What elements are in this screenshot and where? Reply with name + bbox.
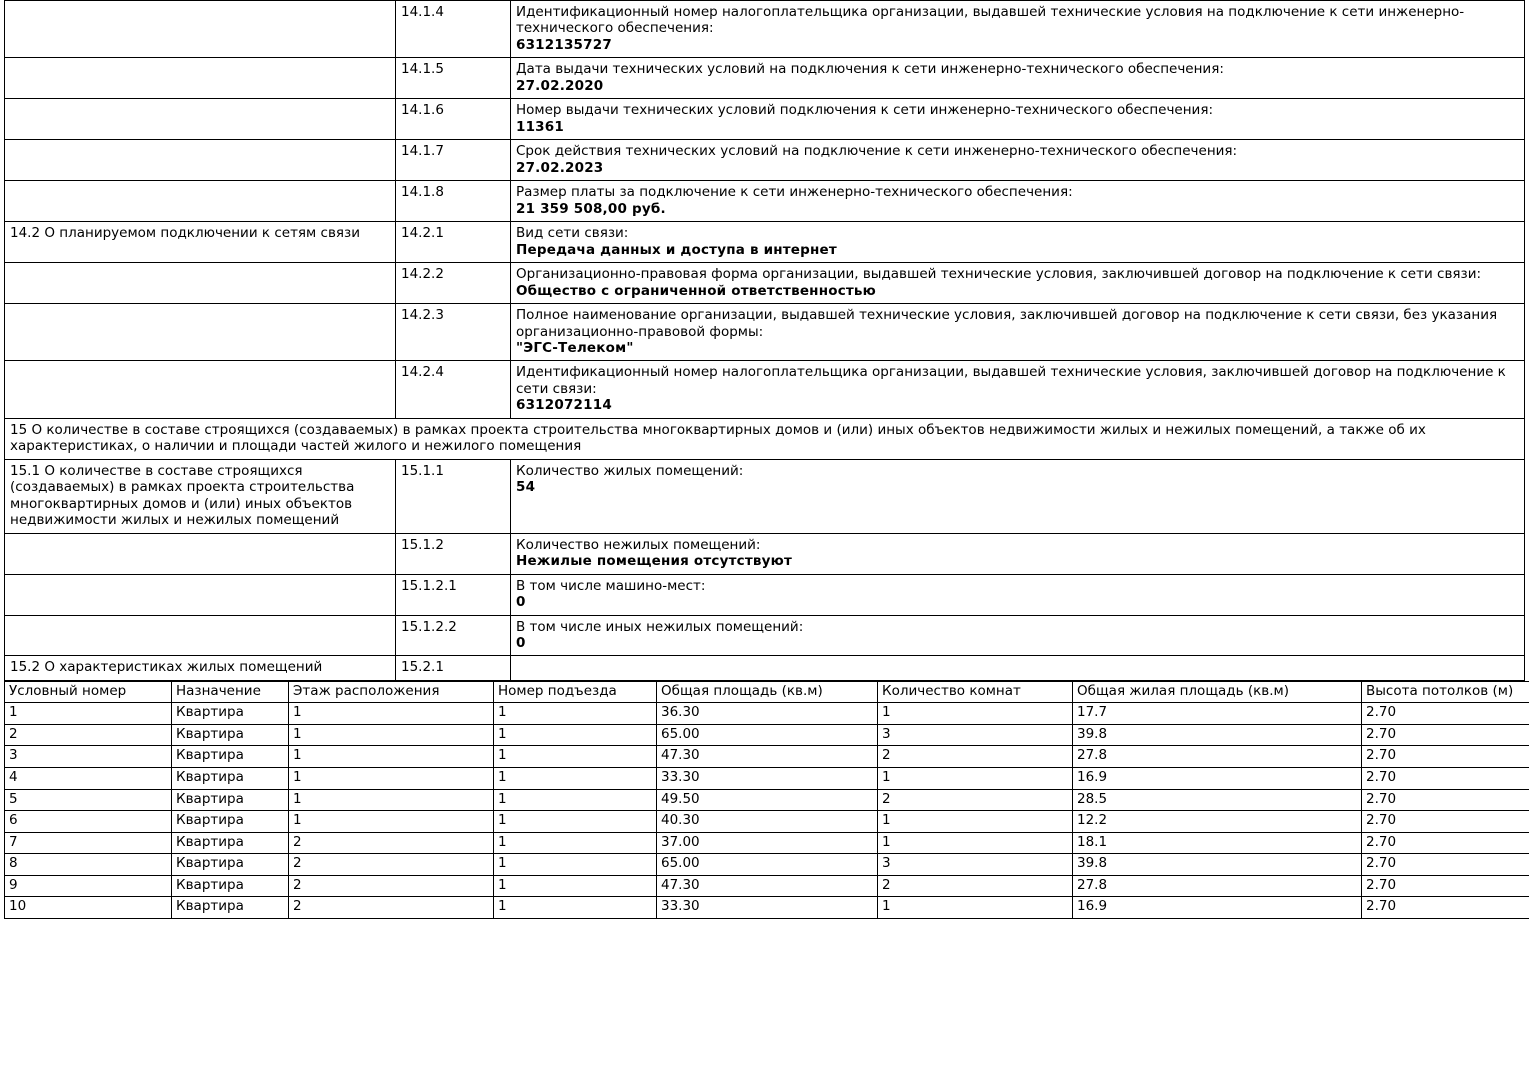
table-row: [5, 99, 1525, 140]
row-label: [5, 533, 396, 574]
row-value: [511, 222, 1525, 263]
table-row: [5, 361, 1525, 418]
row-number: 14.1.5: [396, 58, 511, 99]
column-header-conditional-number: Условный номер: [5, 681, 172, 703]
table-row: [5, 832, 1529, 854]
table-row: [5, 811, 1529, 833]
row-label: [5, 140, 396, 181]
row-number: 15.1.2: [396, 533, 511, 574]
row-number: 14.2.4: [396, 361, 511, 418]
row-label: 14.2 О планируемом подключении к сетям связи: [5, 222, 396, 263]
column-header-floor: Этаж расположения: [289, 681, 494, 703]
cell-ceiling-height: 2.70: [1362, 746, 1529, 768]
cell-purpose: Квартира: [172, 875, 289, 897]
cell-floor: 1: [289, 811, 494, 833]
cell-entrance: 1: [494, 811, 657, 833]
row-label: 15.1 О количестве в составе строящихся (создаваемых) в рамках проекта строительства многоквартирных домов и (или) иных объектов недвижимости жилых и нежилых помещений: [5, 459, 396, 533]
row-value: [511, 181, 1525, 222]
cell-ceiling-height: 2.70: [1362, 832, 1529, 854]
cell-purpose: Квартира: [172, 703, 289, 725]
cell-conditional-number: 7: [5, 832, 172, 854]
row-number: 15.1.2.1: [396, 574, 511, 615]
row-caption: Количество жилых помещений:: [516, 462, 744, 479]
cell-rooms: 1: [878, 897, 1073, 919]
row-caption: Размер платы за подключение к сети инженерно-технического обеспечения:: [516, 184, 1073, 201]
cell-entrance: 1: [494, 789, 657, 811]
cell-living-area: 27.8: [1073, 875, 1362, 897]
row-number: 14.2.3: [396, 304, 511, 361]
main-info-table: [4, 0, 1525, 681]
cell-rooms: 1: [878, 703, 1073, 725]
cell-total-area: 33.30: [657, 897, 878, 919]
cell-total-area: 49.50: [657, 789, 878, 811]
row-number: 15.1.1: [396, 459, 511, 533]
cell-entrance: 1: [494, 746, 657, 768]
row-data: 6312135727: [516, 36, 612, 53]
table-row: [5, 1, 1525, 58]
cell-total-area: 65.00: [657, 724, 878, 746]
row-caption: Дата выдачи технических условий на подключения к сети инженерно-технического обеспечения:: [516, 61, 1224, 78]
cell-entrance: 1: [494, 897, 657, 919]
cell-ceiling-height: 2.70: [1362, 897, 1529, 919]
cell-living-area: 16.9: [1073, 768, 1362, 790]
cell-rooms: 2: [878, 789, 1073, 811]
table-row: [5, 58, 1525, 99]
cell-entrance: 1: [494, 703, 657, 725]
row-number: 14.2.2: [396, 263, 511, 304]
row-caption: Номер выдачи технических условий подключения к сети инженерно-технического обеспечения:: [516, 102, 1213, 119]
table-row: [5, 854, 1529, 876]
row-caption: Вид сети связи:: [516, 225, 629, 242]
row-data: 21 359 508,00 руб.: [516, 200, 666, 217]
row-value: [511, 304, 1525, 361]
cell-ceiling-height: 2.70: [1362, 724, 1529, 746]
row-data: 27.02.2023: [516, 159, 604, 176]
cell-living-area: 39.8: [1073, 724, 1362, 746]
cell-entrance: 1: [494, 854, 657, 876]
cell-purpose: Квартира: [172, 832, 289, 854]
table-row: [5, 875, 1529, 897]
cell-ceiling-height: 2.70: [1362, 789, 1529, 811]
cell-rooms: 2: [878, 875, 1073, 897]
cell-ceiling-height: 2.70: [1362, 768, 1529, 790]
row-caption: Полное наименование организации, выдавшей технические условия, заключившей договор на подключение к сети связи, без указания организационно-правовой формы:: [516, 307, 1498, 340]
row-caption: Количество нежилых помещений:: [516, 536, 761, 553]
cell-floor: 1: [289, 703, 494, 725]
cell-floor: 2: [289, 854, 494, 876]
row-caption: В том числе иных нежилых помещений:: [516, 618, 804, 635]
cell-living-area: 27.8: [1073, 746, 1362, 768]
flats-table-header: [5, 681, 1529, 703]
section-15-title: 15 О количестве в составе строящихся (создаваемых) в рамках проекта строительства многоквартирных домов и (или) иных объектов недвижимости жилых и нежилых помещений, а также об их характеристиках, о наличии и площади частей жилого и нежилого помещения: [5, 418, 1525, 459]
cell-total-area: 65.00: [657, 854, 878, 876]
row-data: Нежилые помещения отсутствуют: [516, 553, 792, 570]
row-data: 0: [516, 594, 526, 611]
row-number: 14.1.7: [396, 140, 511, 181]
row-value: [511, 533, 1525, 574]
column-header-purpose: Назначение: [172, 681, 289, 703]
cell-conditional-number: 6: [5, 811, 172, 833]
row-number: 14.2.1: [396, 222, 511, 263]
cell-floor: 2: [289, 875, 494, 897]
cell-purpose: Квартира: [172, 854, 289, 876]
row-value: [511, 140, 1525, 181]
table-row: [5, 181, 1525, 222]
row-label: [5, 58, 396, 99]
row-number: 15.1.2.2: [396, 615, 511, 656]
row-value: [511, 656, 1525, 680]
cell-floor: 1: [289, 768, 494, 790]
column-header-total-area: Общая площадь (кв.м): [657, 681, 878, 703]
row-data: Общество с ограниченной ответственностью: [516, 282, 876, 299]
flats-table-body: [5, 703, 1529, 918]
cell-living-area: 17.7: [1073, 703, 1362, 725]
table-row: [5, 768, 1529, 790]
cell-rooms: 3: [878, 724, 1073, 746]
cell-conditional-number: 9: [5, 875, 172, 897]
cell-ceiling-height: 2.70: [1362, 875, 1529, 897]
row-value: [511, 615, 1525, 656]
cell-living-area: 39.8: [1073, 854, 1362, 876]
table-row: [5, 263, 1525, 304]
cell-rooms: 3: [878, 854, 1073, 876]
row-label: 15.2 О характеристиках жилых помещений: [5, 656, 396, 680]
column-header-rooms: Количество комнат: [878, 681, 1073, 703]
flats-table: [4, 681, 1529, 919]
row-number: 14.1.4: [396, 1, 511, 58]
row-caption: Идентификационный номер налогоплательщика организации, выдавшей технические условия на подключение к сети инженерно-технического обеспечения:: [516, 4, 1465, 37]
row-label: [5, 263, 396, 304]
row-caption: Идентификационный номер налогоплательщика организации, выдавшей технические условия, заключившей договор на подключение к сети связи:: [516, 364, 1506, 397]
table-row: [5, 533, 1525, 574]
flats-header-row: [5, 681, 1529, 703]
cell-entrance: 1: [494, 724, 657, 746]
row-value: [511, 361, 1525, 418]
table-row: [5, 615, 1525, 656]
cell-rooms: 1: [878, 768, 1073, 790]
row-label: [5, 574, 396, 615]
table-row: [5, 140, 1525, 181]
column-header-ceiling-height: Высота потолков (м): [1362, 681, 1529, 703]
cell-conditional-number: 2: [5, 724, 172, 746]
cell-entrance: 1: [494, 875, 657, 897]
cell-total-area: 40.30: [657, 811, 878, 833]
cell-purpose: Квартира: [172, 768, 289, 790]
cell-purpose: Квартира: [172, 724, 289, 746]
cell-conditional-number: 5: [5, 789, 172, 811]
table-row: [5, 574, 1525, 615]
table-row: [5, 459, 1525, 533]
row-value: [511, 99, 1525, 140]
row-value: [511, 58, 1525, 99]
cell-conditional-number: 1: [5, 703, 172, 725]
cell-total-area: 36.30: [657, 703, 878, 725]
cell-conditional-number: 4: [5, 768, 172, 790]
table-row: [5, 724, 1529, 746]
cell-floor: 2: [289, 832, 494, 854]
row-data: 0: [516, 635, 526, 651]
cell-conditional-number: 3: [5, 746, 172, 768]
cell-living-area: 12.2: [1073, 811, 1362, 833]
table-row: [5, 746, 1529, 768]
row-label: [5, 99, 396, 140]
row-value: [511, 1, 1525, 58]
row-label: [5, 181, 396, 222]
section-15-row: [5, 418, 1525, 459]
cell-ceiling-height: 2.70: [1362, 811, 1529, 833]
cell-living-area: 28.5: [1073, 789, 1362, 811]
row-label: [5, 361, 396, 418]
cell-rooms: 2: [878, 746, 1073, 768]
cell-total-area: 47.30: [657, 875, 878, 897]
table-row: [5, 222, 1525, 263]
cell-entrance: 1: [494, 768, 657, 790]
row-value: [511, 263, 1525, 304]
cell-ceiling-height: 2.70: [1362, 854, 1529, 876]
column-header-entrance: Номер подъезда: [494, 681, 657, 703]
cell-purpose: Квартира: [172, 789, 289, 811]
cell-floor: 1: [289, 746, 494, 768]
cell-total-area: 33.30: [657, 768, 878, 790]
row-value: [511, 459, 1525, 533]
table-row: [5, 897, 1529, 919]
row-data: 27.02.2020: [516, 77, 604, 94]
row-label: [5, 615, 396, 656]
row-data: 11361: [516, 118, 564, 135]
row-label: [5, 304, 396, 361]
table-row: [5, 304, 1525, 361]
row-value: [511, 574, 1525, 615]
row-label: [5, 1, 396, 58]
cell-conditional-number: 8: [5, 854, 172, 876]
cell-purpose: Квартира: [172, 811, 289, 833]
row-data: Передача данных и доступа в интернет: [516, 241, 837, 258]
cell-entrance: 1: [494, 832, 657, 854]
row-number: 14.1.8: [396, 181, 511, 222]
cell-living-area: 18.1: [1073, 832, 1362, 854]
cell-floor: 2: [289, 897, 494, 919]
cell-total-area: 47.30: [657, 746, 878, 768]
main-info-body: [5, 1, 1525, 681]
row-number: 15.2.1: [396, 656, 511, 680]
row-data: 54: [516, 479, 536, 496]
row-number: 14.1.6: [396, 99, 511, 140]
row-caption: Срок действия технических условий на подключение к сети инженерно-технического обеспечения:: [516, 143, 1238, 160]
cell-floor: 1: [289, 724, 494, 746]
row-data: 6312072114: [516, 397, 612, 414]
row-data: "ЭГС-Телеком": [516, 339, 634, 356]
cell-purpose: Квартира: [172, 746, 289, 768]
cell-total-area: 37.00: [657, 832, 878, 854]
cell-purpose: Квартира: [172, 897, 289, 919]
row-caption: Организационно-правовая форма организации, выдавшей технические условия, заключившей договор на подключение к сети связи:: [516, 266, 1482, 283]
row-caption: В том числе машино-мест:: [516, 577, 706, 594]
table-row: [5, 656, 1525, 680]
table-row: [5, 789, 1529, 811]
cell-rooms: 1: [878, 811, 1073, 833]
column-header-living-area: Общая жилая площадь (кв.м): [1073, 681, 1362, 703]
table-row: [5, 703, 1529, 725]
cell-conditional-number: 10: [5, 897, 172, 919]
cell-ceiling-height: 2.70: [1362, 703, 1529, 725]
cell-rooms: 1: [878, 832, 1073, 854]
cell-floor: 1: [289, 789, 494, 811]
cell-living-area: 16.9: [1073, 897, 1362, 919]
